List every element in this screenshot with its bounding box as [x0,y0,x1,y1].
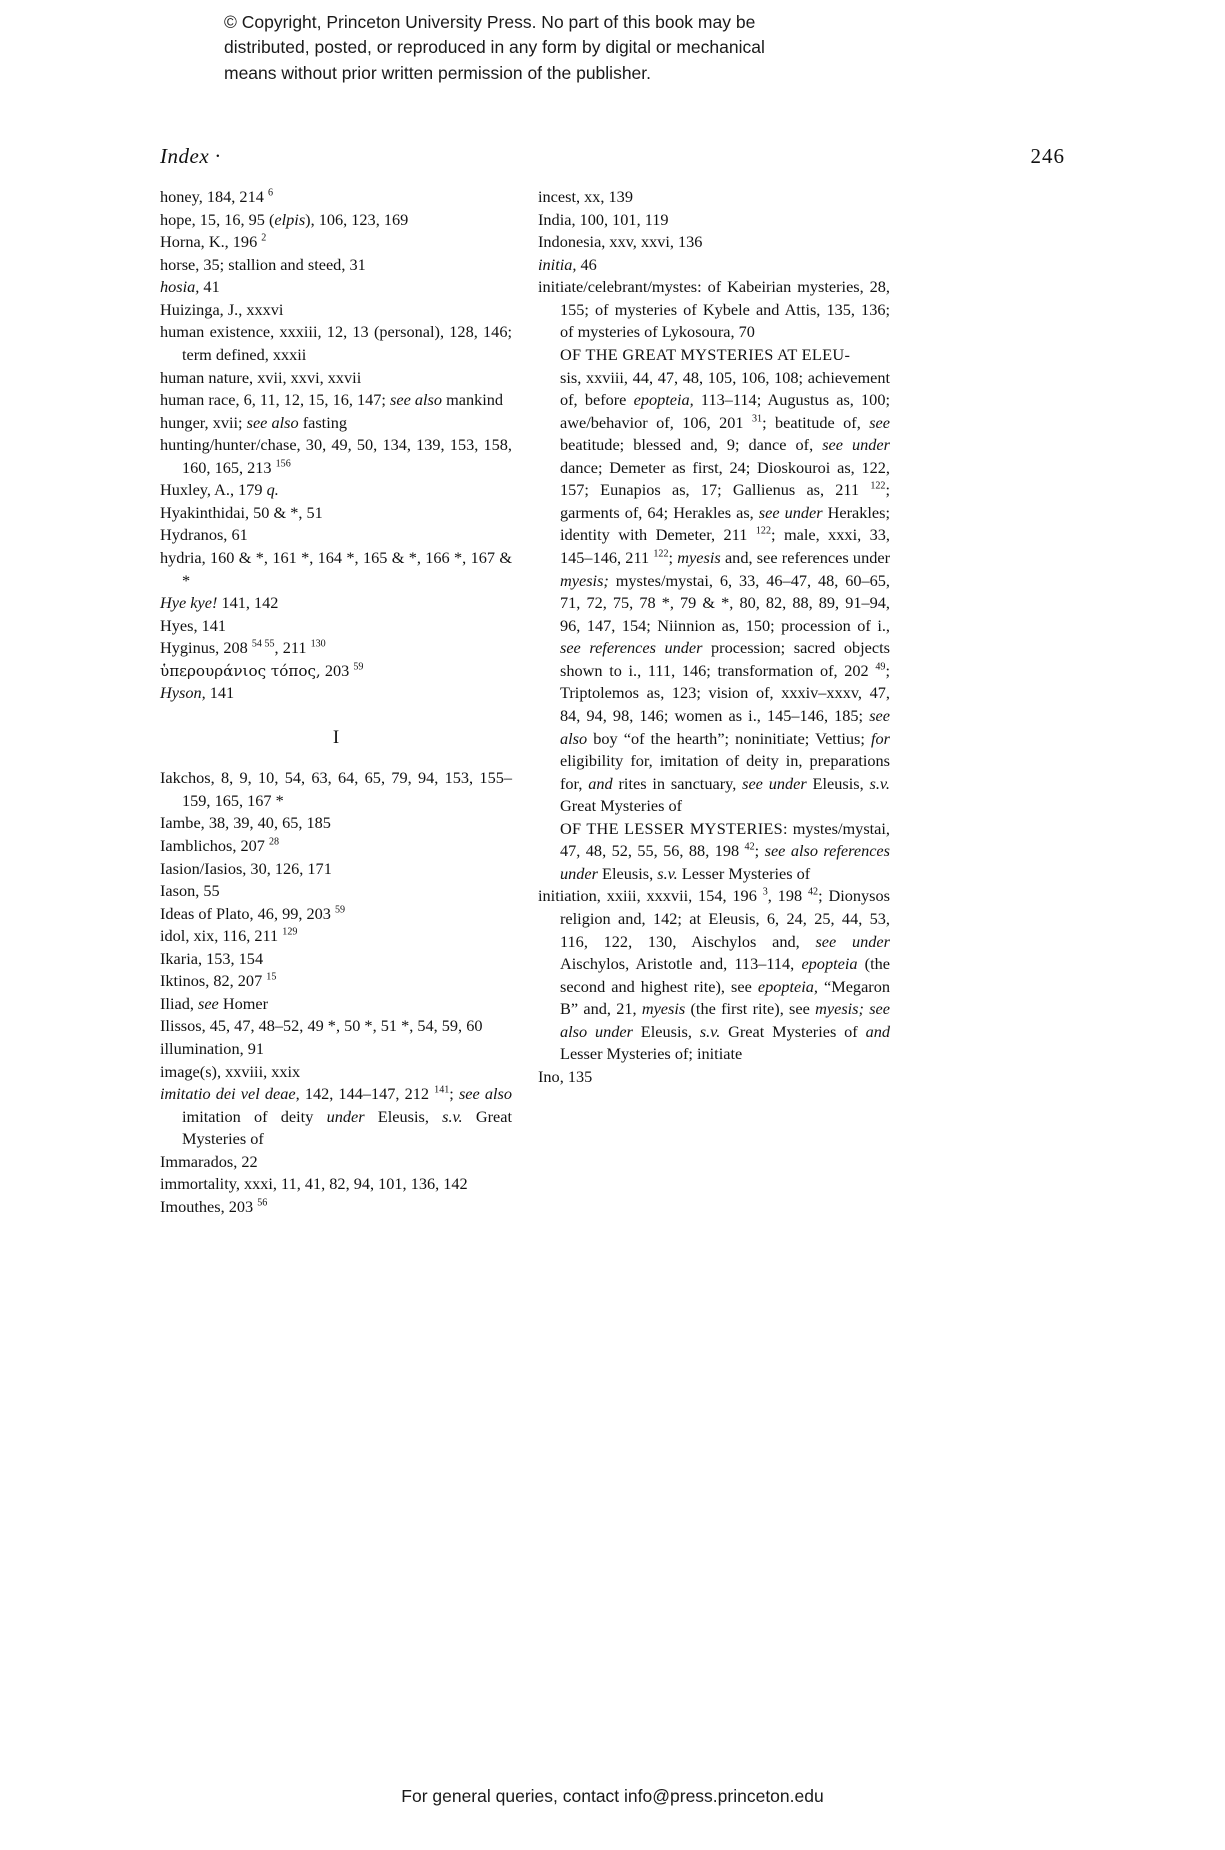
index-entry: Imouthes, 203 $^{56}$ [160,1196,268,1216]
copyright-line-1: © Copyright, Princeton University Press. No part of this book may be [224,12,756,32]
index-entry: Ino, 135 [538,1066,593,1086]
index-entry: Huizinga, J., xxxvi [160,299,284,319]
index-column-right [538,186,890,1089]
index-entry: Iliad, see Homer [160,993,269,1013]
index-entry: hope, 15, 16, 95 (elpis), 106, 123, 169 [160,209,409,229]
index-entry: hunting/hunter/chase, 30, 49, 50, 134, 139, 153, 158, 160, 165, 213 $^{156}$ [160,435,512,477]
index-entry: illumination, 91 [160,1039,265,1058]
subhead-great-mysteries [538,344,890,367]
index-entry: initia, 46 [538,254,597,274]
index-entry: Iason, 55 [160,881,220,901]
index-entry: image(s), xxviii, xxix [160,1061,301,1081]
index-entry: Huxley, A., 179 q. [160,480,279,500]
subhead-great-mysteries-label: OF THE GREAT MYSTERIES AT ELEU- [560,344,851,364]
index-entry: India, 100, 101, 119 [538,209,669,229]
page-number: 246 [1030,144,1065,168]
index-entries-right-tail [538,885,890,1088]
page-header [160,144,1065,170]
subhead-lesser-mysteries-label: OF THE LESSER MYSTERIES: [560,818,788,838]
index-entry: initiate/celebrant/mystes: of Kabeirian mysteries, 28, 155; of mysteries of Kybele and Attis, 135, 136; of mysteries of Lykosoura, 70 [538,277,890,342]
index-entries-right-top [538,186,890,344]
index-entry: idol, xix, 116, 211 $^{129}$ [160,926,298,946]
copyright-notice [224,10,824,86]
copyright-line-3: means without prior written permission of the publisher. [224,62,652,83]
footer-query-line: For general queries, contact info@press.princeton.edu [401,1786,824,1806]
index-entry: hydria, 160 & *, 161 *, 164 *, 165 & *, 166 *, 167 & * [160,548,512,590]
index-entry: honey, 184, 214 $^6$ [160,187,273,206]
index-entry: ὑπερουράνιος τόπος, 203 $^{59}$ [160,660,364,680]
index-entry: hunger, xvii; see also fasting [160,412,348,432]
subentry-lesser-mysteries [538,818,890,886]
subentry-lesser-mysteries-body: mystes/mystai, 47, 48, 52, 55, 56, 88, 198 $^{42}$; see also references under Eleusis, s.v. Lesser Mysteries of [560,818,890,883]
index-entry: hosia, 41 [160,277,220,297]
index-entry: Iktinos, 82, 207 $^{15}$ [160,971,277,991]
index-entry: human nature, xvii, xxvi, xxvii [160,367,362,387]
index-entry: Iakchos, 8, 9, 10, 54, 63, 64, 65, 79, 94, 153, 155–159, 165, 167 * [160,768,512,810]
index-entry: Ideas of Plato, 46, 99, 203 $^{59}$ [160,903,346,923]
index-entry: initiation, xxiii, xxxvii, 154, 196 $^3$, 198 $^{42}$; Dionysos religion and, 142; at Eleusis, 6, 24, 25, 44, 53, 116, 122, 130, Aischylos and, see under Aischylos, Aristotle and, 113–114, epopteia (the second and highest rite), see epopteia, “Megaron B” and, 21, myesis (the first rite), see myesis; see also under Eleusis, s.v. Great Mysteries of and Lesser Mysteries of; initiate [538,886,891,1064]
index-entry: Ikaria, 153, 154 [160,948,264,968]
index-entry: Ilissos, 45, 47, 48–52, 49 *, 50 *, 51 *, 54, 59, 60 [160,1016,483,1036]
index-entry: Iasion/Iasios, 30, 126, 171 [160,858,332,878]
page-title: Index · [160,144,221,168]
index-entry: Hyakinthidai, 50 & *, 51 [160,502,323,522]
copyright-line-2: distributed, posted, or reproduced in any form by digital or mechanical [224,37,765,58]
index-entry: Hyes, 141 [160,615,227,635]
index-entry: Hyson, 141 [160,683,235,703]
letter-heading-i: I [332,726,340,748]
index-entry: horse, 35; stallion and steed, 31 [160,254,366,274]
subentry-great-mysteries-body: sis, xxviii, 44, 47, 48, 105, 106, 108; achievement of, before epopteia, 113–114; Augustus as, 100; awe/behavior of, 106, 201 $^{31}$; beatitude of, see beatitude; blessed and, 9; dance of, see under dance; Demeter as first, 24; Dioskouroi as, 122, 157; Eunapios as, 17; Gallienus as, 211 $^{122}$; garments of, 64; Herakles as, see under Herakles; identity with Demeter, 211 $^{122}$; male, xxxi, 33, 145–146, 211 $^{122}$; myesis and, see references under myesis; mystes/mystai, 6, 33, 46–47, 48, 60–65, 71, 72, 75, 78 *, 79 & *, 80, 82, 88, 89, 91–94, 96, 147, 154; Niinnion as, 150; procession of i., see references under procession; sacred objects shown to i., 111, 146; transformation of, 202 $^{49}$; Triptolemos as, 123; vision of, xxxiv–xxxv, 47, 84, 94, 98, 146; women as i., 145–146, 185; see also boy “of the hearth”; noninitiate; Vettius; for eligibility for, imitation of deity in, preparations for, and rites in sanctuary, see under Eleusis, s.v. Great Mysteries of [560,367,891,816]
index-entry: human existence, xxxiii, 12, 13 (personal), 128, 146; term defined, xxxii [160,322,512,364]
index-entry: Indonesia, xxv, xxvi, 136 [538,232,703,252]
index-entry: human race, 6, 11, 12, 15, 16, 147; see also mankind [160,390,504,410]
index-entry: immortality, xxxi, 11, 41, 82, 94, 101, 136, 142 [160,1174,468,1194]
index-entries-h [160,186,512,705]
index-entries-i [160,767,512,1218]
index-entry: imitatio dei vel deae, 142, 144–147, 212 $^{141}$; see also imitation of deity under Eleusis, s.v. Great Mysteries of [160,1084,513,1149]
index-entry: Hye kye! 141, 142 [160,593,279,613]
index-entry: Iamblichos, 207 $^{28}$ [160,835,280,855]
index-entry: Iambe, 38, 39, 40, 65, 185 [160,813,331,833]
index-entry: Hydranos, 61 [160,525,248,545]
index-entry: Immarados, 22 [160,1151,258,1171]
index-entry: Hyginus, 208 $^{54 55}$, 211 $^{130}$ [160,638,326,658]
index-entry: Horna, K., 196 $^2$ [160,232,267,252]
index-column-left [160,186,512,1219]
index-entry: incest, xx, 139 [538,187,633,206]
